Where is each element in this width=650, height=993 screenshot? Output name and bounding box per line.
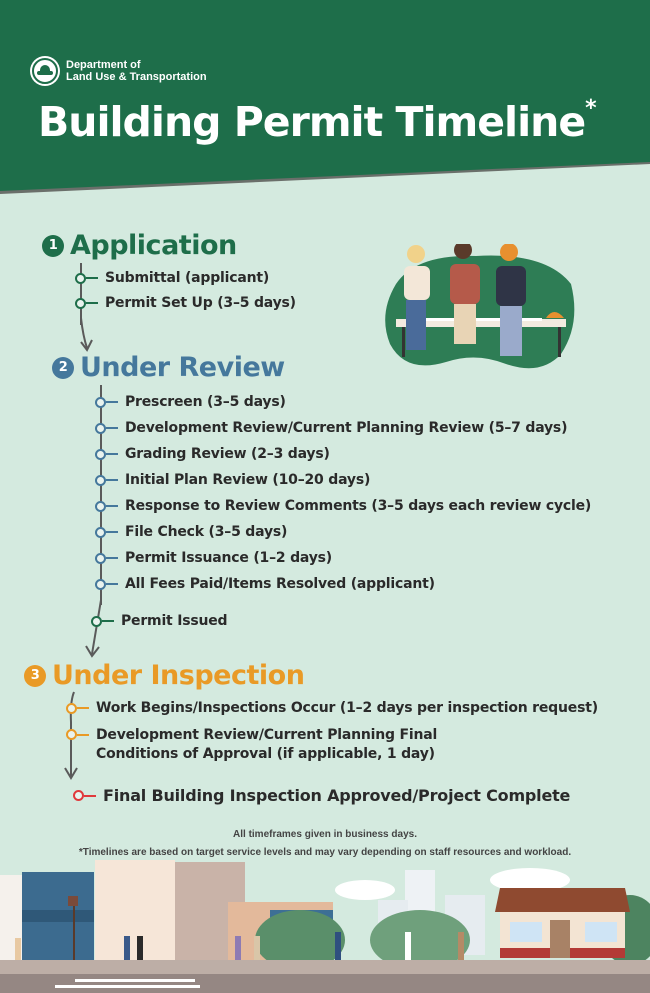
title-footnote-mark: * bbox=[585, 96, 596, 122]
node-tick bbox=[106, 557, 118, 559]
stage-2-number-badge: 2 bbox=[52, 357, 74, 379]
stage-2-item bbox=[95, 420, 567, 436]
timeline-node-icon bbox=[95, 501, 106, 512]
node-tick bbox=[106, 453, 118, 455]
item-label: Response to Review Comments (3–5 days each review cycle) bbox=[125, 498, 592, 514]
stage-2-item bbox=[95, 550, 332, 566]
team-planning-illustration bbox=[376, 244, 578, 376]
page-title-text: Building Permit Timeline bbox=[38, 98, 586, 146]
arrow-down-icon bbox=[72, 318, 96, 354]
node-tick bbox=[86, 302, 98, 304]
node-tick bbox=[84, 795, 96, 797]
permit-issued-milestone bbox=[91, 613, 227, 629]
arrow-down-icon bbox=[86, 600, 110, 660]
node-tick bbox=[106, 505, 118, 507]
stage-2-item bbox=[95, 446, 330, 462]
item-label: Initial Plan Review (10–20 days) bbox=[125, 472, 371, 488]
org-name-line2: Land Use & Transportation bbox=[66, 71, 207, 83]
item-label: Development Review/Current Planning Review (5–7 days) bbox=[125, 420, 568, 436]
timeline-node-icon bbox=[95, 423, 106, 434]
item-label: Prescreen (3–5 days) bbox=[125, 394, 286, 410]
item-label: Work Begins/Inspections Occur (1–2 days per inspection request) bbox=[96, 700, 598, 716]
stage-2-item bbox=[95, 576, 435, 592]
timeline-node-icon bbox=[66, 703, 77, 714]
org-name bbox=[66, 59, 207, 83]
item-label: Permit Set Up (3–5 days) bbox=[105, 295, 296, 311]
stage-1-number-badge: 1 bbox=[42, 235, 64, 257]
item-label: Grading Review (2–3 days) bbox=[125, 446, 330, 462]
node-tick bbox=[106, 401, 118, 403]
item-label-line2: Conditions of Approval (if applicable, 1 day) bbox=[96, 746, 435, 762]
milestone-label: Permit Issued bbox=[121, 613, 228, 629]
stage-2-item bbox=[95, 394, 286, 410]
org-logo-block bbox=[32, 58, 207, 84]
stage-3-number-badge: 3 bbox=[24, 665, 46, 687]
node-tick bbox=[106, 479, 118, 481]
item-label: File Check (3–5 days) bbox=[125, 524, 288, 540]
stage-3-item bbox=[66, 726, 437, 764]
stage-2-item bbox=[95, 524, 287, 540]
stage-2-title: Under Review bbox=[80, 352, 285, 383]
footnote-business-days: All timeframes given in business days. bbox=[233, 829, 417, 840]
stage-1-item bbox=[75, 270, 269, 286]
item-label: Submittal (applicant) bbox=[105, 270, 270, 286]
stage-1-item bbox=[75, 295, 296, 311]
stage-3-title: Under Inspection bbox=[52, 660, 305, 691]
stage-2-heading bbox=[52, 352, 285, 383]
timeline-node-icon bbox=[95, 397, 106, 408]
stage-3-heading bbox=[24, 660, 304, 691]
footnote-disclaimer: *Timelines are based on target service levels and may vary depending on staff resources and workload. bbox=[78, 847, 572, 858]
node-tick bbox=[77, 734, 89, 736]
node-tick bbox=[106, 583, 118, 585]
org-name-line1: Department of bbox=[66, 59, 141, 71]
timeline-node-icon bbox=[75, 273, 86, 284]
node-tick bbox=[77, 707, 89, 709]
item-label bbox=[96, 726, 437, 764]
stage-1-heading bbox=[42, 230, 237, 261]
stage-2-item bbox=[95, 472, 370, 488]
item-label: Permit Issuance (1–2 days) bbox=[125, 550, 332, 566]
node-tick bbox=[106, 427, 118, 429]
item-label: All Fees Paid/Items Resolved (applicant) bbox=[125, 576, 435, 592]
stage-3-item bbox=[66, 700, 598, 716]
final-milestone-label: Final Building Inspection Approved/Project Complete bbox=[103, 786, 571, 805]
streetscape-illustration bbox=[0, 860, 650, 993]
final-milestone bbox=[73, 786, 570, 805]
timeline-node-icon bbox=[95, 527, 106, 538]
stage-2-item bbox=[95, 498, 591, 514]
stage-2-connector bbox=[100, 385, 102, 605]
timeline-node-icon bbox=[75, 298, 86, 309]
node-tick bbox=[106, 531, 118, 533]
node-tick bbox=[86, 277, 98, 279]
timeline-node-icon bbox=[66, 729, 77, 740]
node-tick bbox=[102, 620, 114, 622]
stage-1-title: Application bbox=[70, 230, 237, 261]
timeline-node-icon bbox=[95, 449, 106, 460]
item-label-line1: Development Review/Current Planning Final bbox=[96, 727, 438, 743]
timeline-node-icon bbox=[95, 475, 106, 486]
page-title bbox=[38, 98, 596, 146]
final-node-icon bbox=[73, 790, 84, 801]
milestone-node-icon bbox=[91, 616, 102, 627]
timeline-node-icon bbox=[95, 553, 106, 564]
timeline-node-icon bbox=[95, 579, 106, 590]
county-seal-icon bbox=[32, 58, 58, 84]
